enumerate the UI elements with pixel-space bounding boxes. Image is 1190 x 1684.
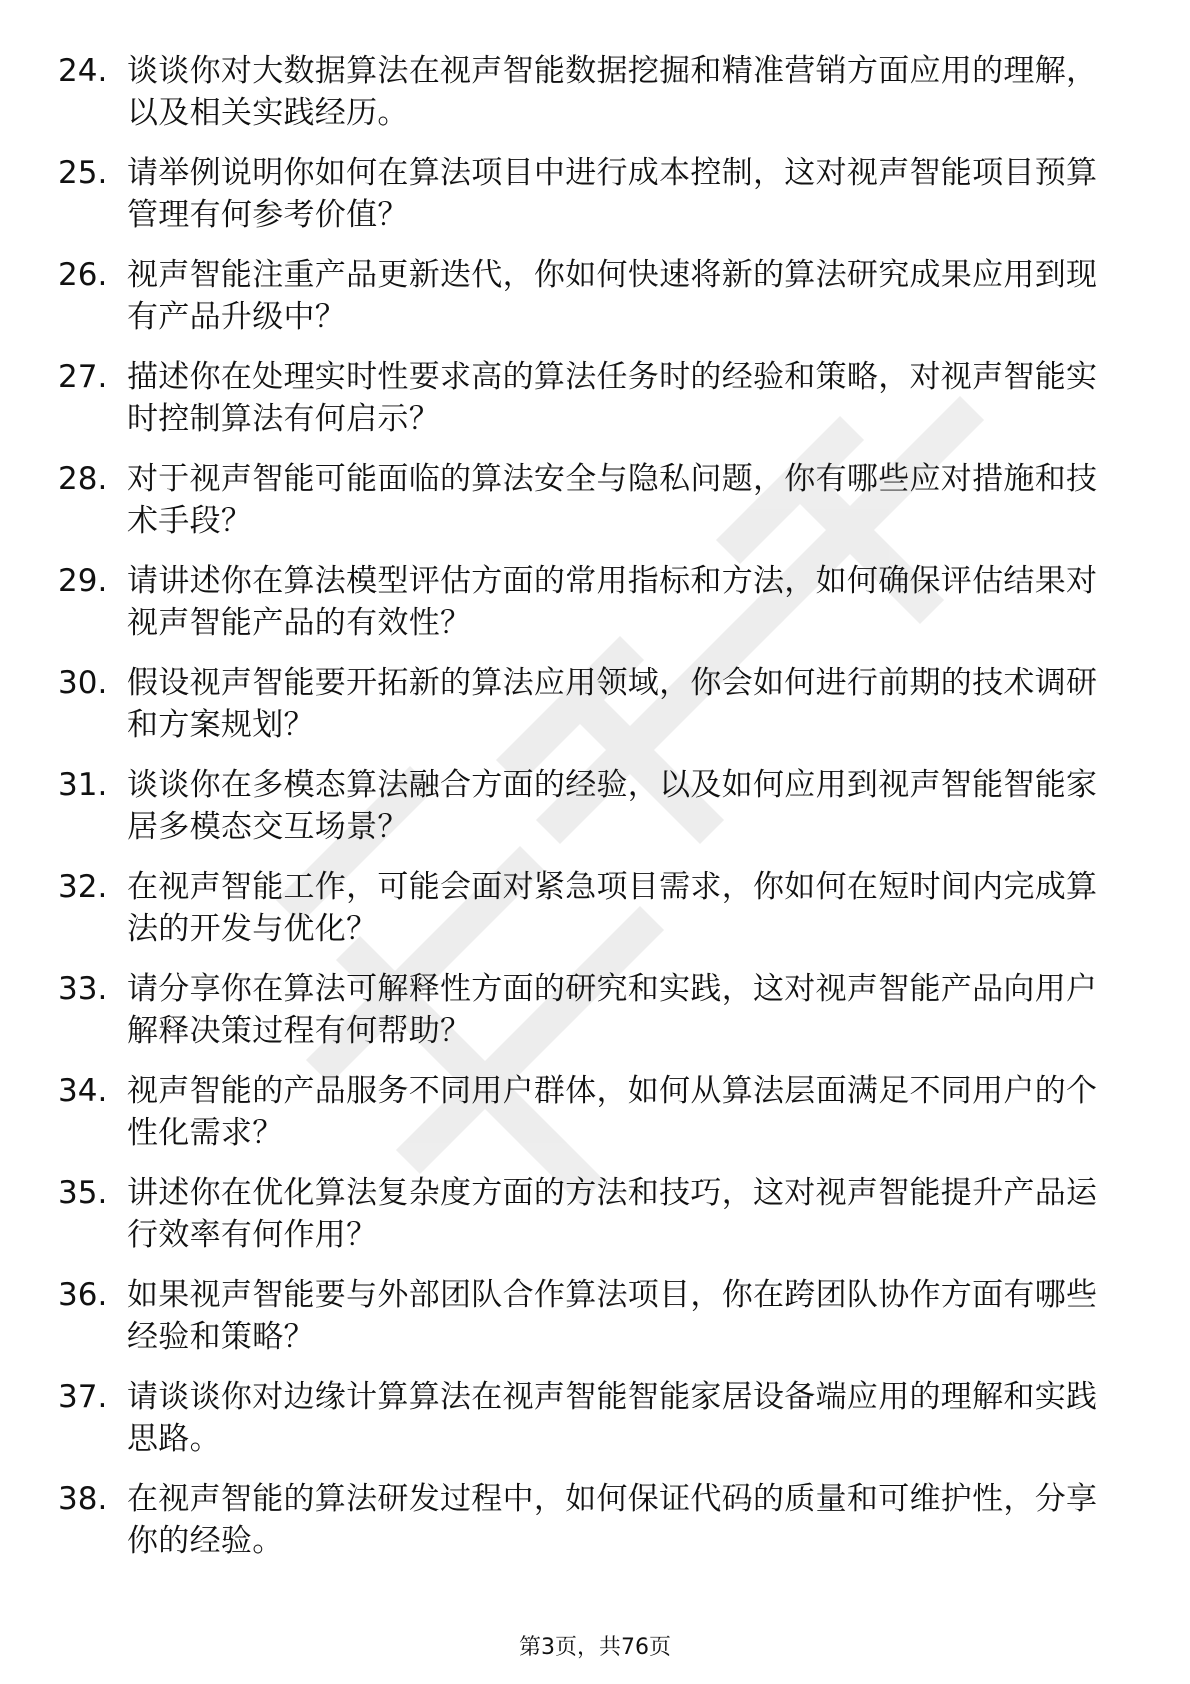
list-item (0, 458, 1190, 560)
list-item (0, 356, 1190, 458)
list-item (0, 866, 1190, 968)
question-text: 在视声智能工作，可能会面对紧急项目需求，你如何在短时间内完成算法的开发与优化？ (127, 869, 1098, 947)
question-text: 视声智能的产品服务不同用户群体，如何从算法层面满足不同用户的个性化需求？ (127, 1073, 1098, 1151)
question-number: 34. (58, 1073, 108, 1109)
list-item (0, 1070, 1190, 1172)
list-item (0, 50, 1190, 152)
question-number: 32. (58, 869, 108, 905)
question-number: 33. (58, 971, 108, 1007)
question-number: 38. (58, 1481, 108, 1517)
list-item (0, 1376, 1190, 1478)
list-item (0, 560, 1190, 662)
list-item (0, 1172, 1190, 1274)
page-footer: 第3页，共76页 (519, 1635, 671, 1660)
question-text: 假设视声智能要开拓新的算法应用领域，你会如何进行前期的技术调研和方案规划？ (127, 665, 1098, 743)
question-number: 31. (58, 767, 108, 803)
list-item (0, 764, 1190, 866)
question-number: 29. (58, 563, 108, 599)
question-number: 35. (58, 1175, 108, 1211)
question-number: 37. (58, 1379, 108, 1415)
list-item (0, 662, 1190, 764)
list-item (0, 152, 1190, 254)
question-text: 对于视声智能可能面临的算法安全与隐私问题，你有哪些应对措施和技术手段？ (127, 461, 1098, 539)
question-text: 讲述你在优化算法复杂度方面的方法和技巧，这对视声智能提升产品运行效率有何作用？ (127, 1175, 1098, 1253)
question-text: 如果视声智能要与外部团队合作算法项目，你在跨团队协作方面有哪些经验和策略？ (127, 1277, 1098, 1355)
question-text: 在视声智能的算法研发过程中，如何保证代码的质量和可维护性，分享你的经验。 (127, 1481, 1098, 1559)
question-number: 26. (58, 257, 108, 293)
question-text: 谈谈你在多模态算法融合方面的经验，以及如何应用到视声智能智能家居多模态交互场景？ (127, 767, 1098, 845)
list-item (0, 1478, 1190, 1580)
question-text: 谈谈你对大数据算法在视声智能数据挖掘和精准营销方面应用的理解，以及相关实践经历。 (127, 53, 1098, 131)
list-item (0, 254, 1190, 356)
question-text: 请讲述你在算法模型评估方面的常用指标和方法，如何确保评估结果对视声智能产品的有效性？ (127, 563, 1098, 641)
question-number: 30. (58, 665, 108, 701)
question-text: 请举例说明你如何在算法项目中进行成本控制，这对视声智能项目预算管理有何参考价值？ (127, 155, 1098, 233)
question-text: 请谈谈你对边缘计算算法在视声智能智能家居设备端应用的理解和实践思路。 (127, 1379, 1098, 1457)
question-number: 24. (58, 53, 108, 89)
question-number: 28. (58, 461, 108, 497)
question-list (0, 50, 1190, 1580)
list-item (0, 1274, 1190, 1376)
question-text: 请分享你在算法可解释性方面的研究和实践，这对视声智能产品向用户解释决策过程有何帮助？ (127, 971, 1098, 1049)
question-text: 视声智能注重产品更新迭代，你如何快速将新的算法研究成果应用到现有产品升级中？ (127, 257, 1098, 335)
question-number: 25. (58, 155, 108, 191)
question-number: 36. (58, 1277, 108, 1313)
list-item (0, 968, 1190, 1070)
question-text: 描述你在处理实时性要求高的算法任务时的经验和策略，对视声智能实时控制算法有何启示？ (127, 359, 1098, 437)
question-number: 27. (58, 359, 108, 395)
